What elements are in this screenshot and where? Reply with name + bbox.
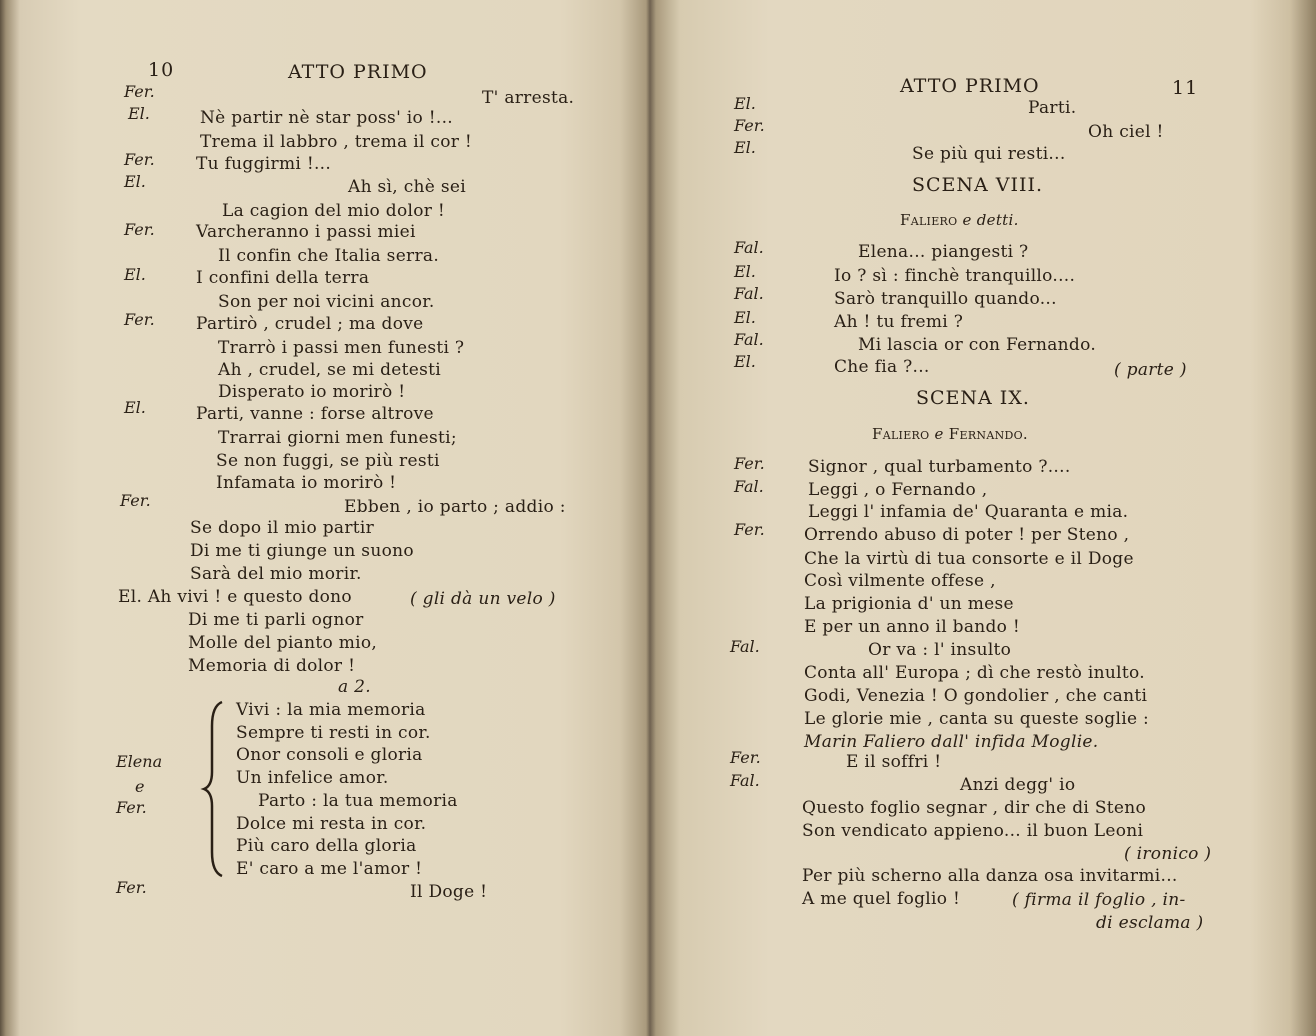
speaker: El. bbox=[734, 352, 756, 371]
verse-line: E per un anno il bando ! bbox=[804, 617, 1021, 637]
speaker: Fer. bbox=[120, 491, 151, 510]
speaker: Fer. bbox=[734, 520, 765, 539]
speaker: Fer. bbox=[734, 116, 765, 135]
speaker: Fal. bbox=[734, 477, 764, 496]
verse-line: Tu fuggirmi !... bbox=[196, 154, 332, 174]
speaker: Fer. bbox=[116, 798, 147, 817]
verse-line: Parto : la tua memoria bbox=[258, 791, 458, 811]
stage-direction: ( firma il foglio , in- bbox=[1012, 890, 1186, 910]
verse-line: Per più scherno alla danza osa invitarmi... bbox=[802, 866, 1178, 886]
speaker: El. bbox=[124, 172, 146, 191]
verse-line: Godi, Venezia ! O gondolier , che canti bbox=[804, 686, 1148, 706]
scene-heading: SCENA IX. bbox=[916, 387, 1030, 409]
verse-line: Conta all' Europa ; dì che restò inulto. bbox=[804, 663, 1145, 683]
stage-direction: ( parte ) bbox=[1114, 360, 1187, 380]
verse-line: Io ? sì : finchè tranquillo.... bbox=[834, 266, 1076, 286]
verse-line: A me quel foglio ! bbox=[802, 889, 961, 909]
stage-direction: di esclama ) bbox=[1096, 913, 1204, 933]
verse-line: T' arresta. bbox=[482, 88, 575, 108]
speaker: El. bbox=[734, 138, 756, 157]
running-header: ATTO PRIMO bbox=[900, 75, 1040, 97]
speaker: Fer. bbox=[734, 454, 765, 473]
verse-line: Orrendo abuso di poter ! per Steno , bbox=[804, 525, 1130, 545]
verse-line: Nè partir nè star poss' io !... bbox=[200, 108, 453, 128]
verse-line: Di me ti giunge un suono bbox=[190, 541, 414, 561]
character-name: Faliero bbox=[900, 211, 958, 229]
verse-line: Leggi , o Fernando , bbox=[808, 480, 988, 500]
speaker: El. bbox=[124, 265, 146, 284]
character-note: e detti. bbox=[962, 211, 1019, 229]
speaker: El. bbox=[734, 308, 756, 327]
speaker: Fal. bbox=[730, 637, 760, 656]
speaker: Fer. bbox=[124, 82, 155, 101]
running-header: ATTO PRIMO bbox=[288, 61, 428, 83]
verse-line: Il confin che Italia serra. bbox=[218, 246, 440, 266]
verse-line: Così vilmente offese , bbox=[804, 571, 996, 591]
character-note: e bbox=[934, 425, 944, 443]
verse-line: Che la virtù di tua consorte e il Doge bbox=[804, 549, 1134, 569]
verse-line: Leggi l' infamia de' Quaranta e mia. bbox=[808, 502, 1129, 522]
speaker: Fer. bbox=[124, 310, 155, 329]
verse-line: Di me ti parli ognor bbox=[188, 610, 364, 630]
verse-line: Ah , crudel, se mi detesti bbox=[218, 360, 441, 380]
scene-characters bbox=[900, 210, 1019, 230]
speaker: Fal. bbox=[734, 330, 764, 349]
speaker: Fer. bbox=[730, 748, 761, 767]
verse-line: Varcheranno i passi miei bbox=[196, 222, 416, 242]
speaker: e bbox=[135, 777, 145, 796]
verse-line: Che fia ?... bbox=[834, 357, 930, 377]
verse-line: Ah ! tu fremi ? bbox=[834, 312, 964, 332]
verse-line: Elena... piangesti ? bbox=[858, 242, 1029, 262]
verse-line: Trema il labbro , trema il cor ! bbox=[200, 132, 473, 152]
verse-line: Questo foglio segnar , dir che di Steno bbox=[802, 798, 1147, 818]
left-page bbox=[0, 0, 650, 1036]
verse-line: Parti, vanne : forse altrove bbox=[196, 404, 434, 424]
verse-line: Se non fuggi, se più resti bbox=[216, 451, 440, 471]
verse-line: Onor consoli e gloria bbox=[236, 745, 423, 765]
speaker: El. bbox=[128, 104, 150, 123]
speaker: Fer. bbox=[124, 150, 155, 169]
speaker: Elena bbox=[116, 752, 163, 771]
verse-line: Son vendicato appieno... il buon Leoni bbox=[802, 821, 1144, 841]
stage-direction: ( gli dà un velo ) bbox=[410, 589, 556, 609]
verse-line: Sempre ti resti in cor. bbox=[236, 723, 431, 743]
verse-line: Anzi degg' io bbox=[960, 775, 1076, 795]
verse-line: Il Doge ! bbox=[410, 882, 488, 902]
verse-line: El. Ah vivi ! e questo dono bbox=[118, 587, 352, 607]
page-number: 11 bbox=[1172, 77, 1199, 99]
verse-line: Se più qui resti... bbox=[912, 144, 1066, 164]
verse-line: Sarò tranquillo quando... bbox=[834, 289, 1057, 309]
verse-line: Son per noi vicini ancor. bbox=[218, 292, 435, 312]
verse-line: Molle del pianto mio, bbox=[188, 633, 378, 653]
verse-line: Memoria di dolor ! bbox=[188, 656, 356, 676]
verse-line: E il soffri ! bbox=[846, 752, 942, 772]
duet-marker: a 2. bbox=[338, 677, 371, 697]
scene-characters bbox=[872, 424, 1028, 444]
verse-line: Disperato io morirò ! bbox=[218, 382, 406, 402]
brace-icon bbox=[198, 700, 228, 878]
verse-line: Un infelice amor. bbox=[236, 768, 389, 788]
stage-direction: ( ironico ) bbox=[1124, 844, 1212, 864]
verse-line: La prigionia d' un mese bbox=[804, 594, 1014, 614]
speaker: Fer. bbox=[116, 878, 147, 897]
speaker: El. bbox=[734, 94, 756, 113]
speaker: Fer. bbox=[124, 220, 155, 239]
verse-line: Trarrò i passi men funesti ? bbox=[218, 338, 465, 358]
page-number: 10 bbox=[148, 59, 175, 81]
verse-line: Oh ciel ! bbox=[1088, 122, 1164, 142]
verse-line: Più caro della gloria bbox=[236, 836, 417, 856]
verse-line: Sarà del mio morir. bbox=[190, 564, 362, 584]
verse-line: Se dopo il mio partir bbox=[190, 518, 375, 538]
character-name: Faliero bbox=[872, 425, 930, 443]
verse-line: La cagion del mio dolor ! bbox=[222, 201, 446, 221]
right-page bbox=[650, 0, 1316, 1036]
verse-line: Infamata io morirò ! bbox=[216, 473, 397, 493]
verse-line: Ah sì, chè sei bbox=[348, 177, 466, 197]
verse-line: Signor , qual turbamento ?.... bbox=[808, 457, 1071, 477]
speaker: Fal. bbox=[730, 771, 760, 790]
speaker: Fal. bbox=[734, 284, 764, 303]
verse-line: Or va : l' insulto bbox=[868, 640, 1012, 660]
verse-line: E' caro a me l'amor ! bbox=[236, 859, 423, 879]
verse-line: Parti. bbox=[1028, 98, 1077, 118]
speaker: El. bbox=[734, 262, 756, 281]
character-name: Fernando. bbox=[948, 425, 1029, 443]
speaker: El. bbox=[124, 398, 146, 417]
verse-line: Ebben , io parto ; addio : bbox=[344, 497, 566, 517]
verse-line: Mi lascia or con Fernando. bbox=[858, 335, 1097, 355]
verse-line: Trarrai giorni men funesti; bbox=[218, 428, 457, 448]
speaker: Fal. bbox=[734, 238, 764, 257]
verse-line: Le glorie mie , canta su queste soglie : bbox=[804, 709, 1150, 729]
verse-line: Marin Faliero dall' infida Moglie. bbox=[804, 732, 1099, 752]
scene-heading: SCENA VIII. bbox=[912, 174, 1044, 196]
verse-line: I confini della terra bbox=[196, 268, 370, 288]
verse-line: Dolce mi resta in cor. bbox=[236, 814, 427, 834]
verse-line: Vivi : la mia memoria bbox=[236, 700, 426, 720]
verse-line: Partirò , crudel ; ma dove bbox=[196, 314, 424, 334]
